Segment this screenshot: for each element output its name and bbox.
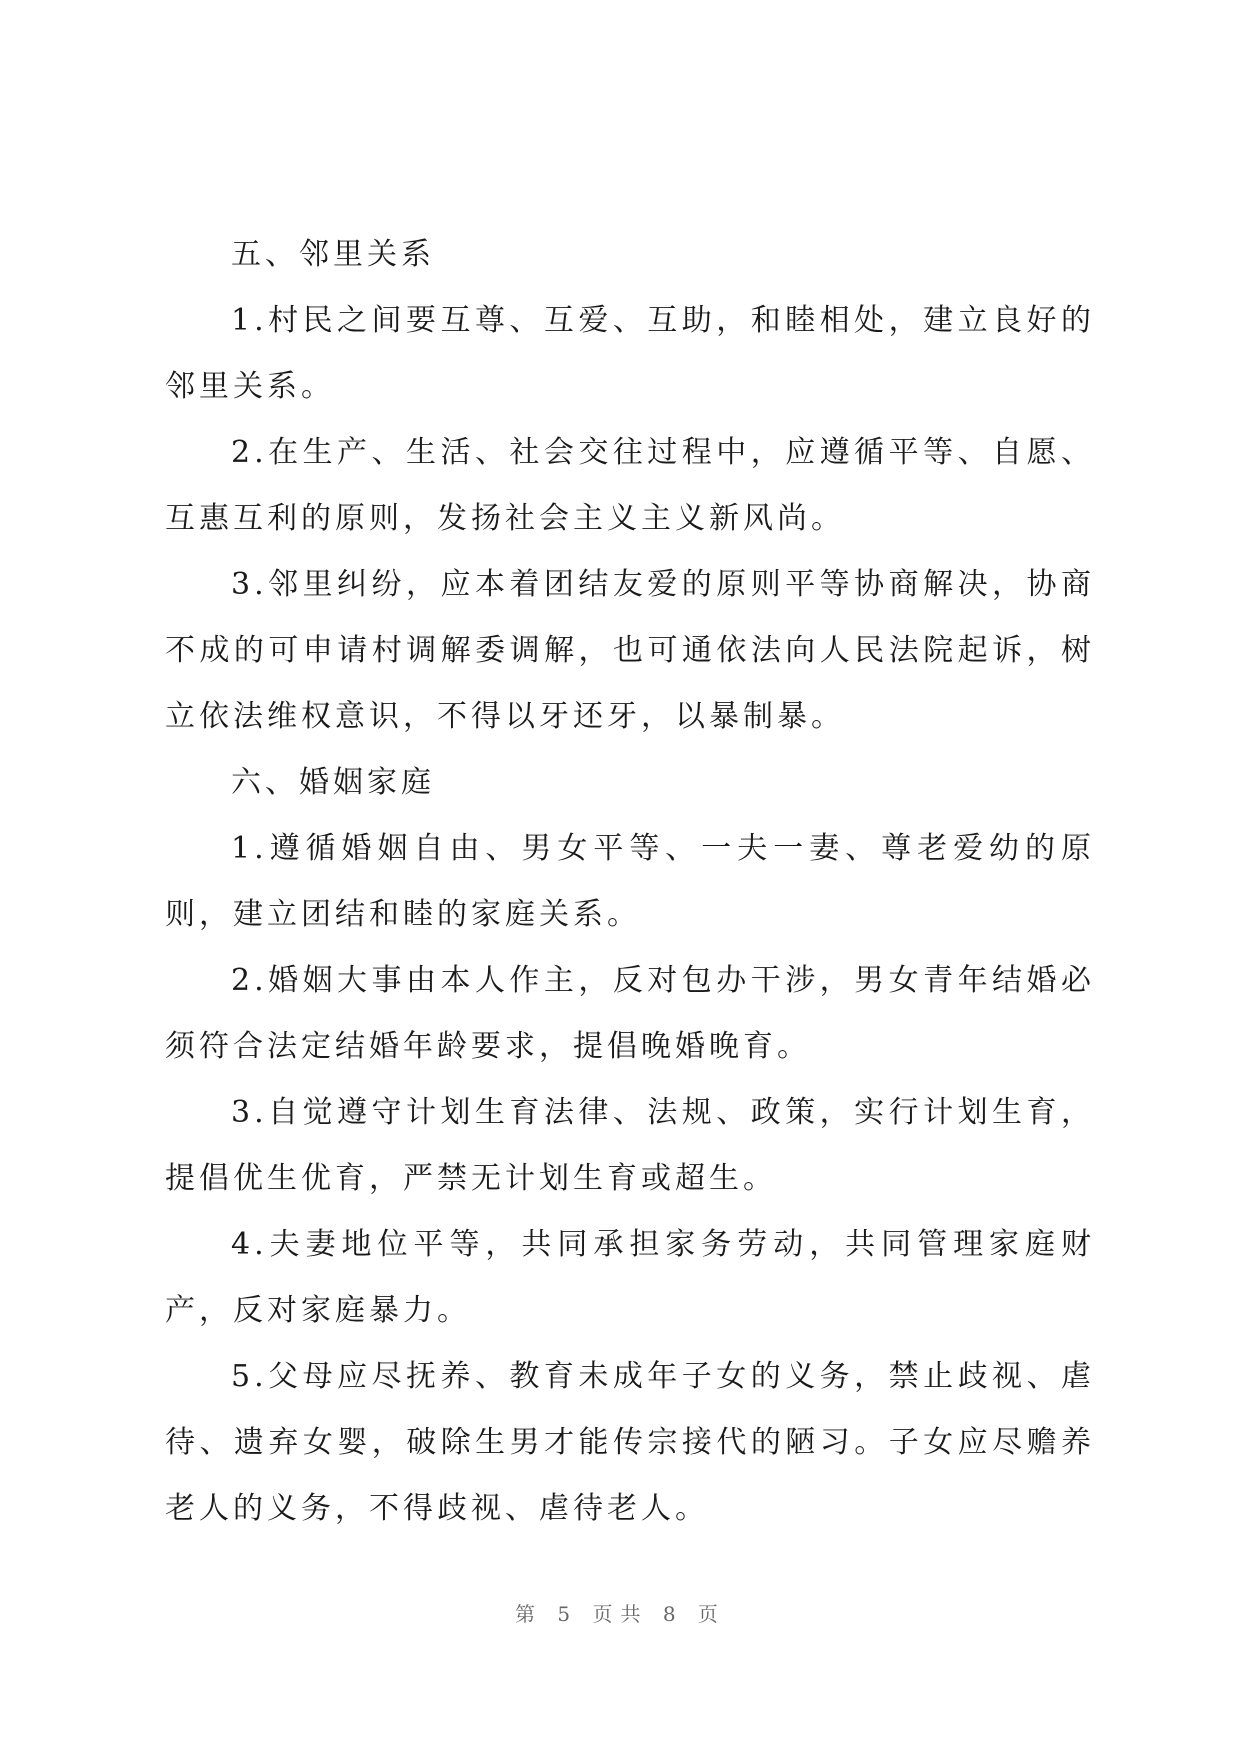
paragraph: 3.邻里纠纷，应本着团结友爱的原则平等协商解决，协商不成的可申请村调解委调解，也可通依法向人民法院起诉，树立依法维权意识，不得以牙还牙，以暴制暴。: [165, 567, 1095, 734]
paragraph: 4.夫妻地位平等，共同承担家务劳动，共同管理家庭财产，反对家庭暴力。: [165, 1227, 1095, 1328]
section-heading-marriage-family: 六、婚姻家庭: [231, 765, 435, 800]
paragraph: 2.婚姻大事由本人作主，反对包办干涉，男女青年结婚必须符合法定结婚年龄要求，提倡晚婚晚育。: [165, 963, 1095, 1064]
section-heading-neighbors: 五、邻里关系: [231, 237, 435, 272]
document-body: [165, 222, 1095, 1542]
paragraph: 3.自觉遵守计划生育法律、法规、政策，实行计划生育，提倡优生优育，严禁无计划生育或超生。: [165, 1095, 1095, 1196]
page-number-footer: 第 5 页共 8 页: [515, 1602, 726, 1626]
paragraph: 1.村民之间要互尊、互爱、互助，和睦相处，建立良好的邻里关系。: [165, 303, 1095, 404]
paragraph: 2.在生产、生活、社会交往过程中，应遵循平等、自愿、互惠互利的原则，发扬社会主义主义新风尚。: [165, 435, 1095, 536]
paragraph: 1.遵循婚姻自由、男女平等、一夫一妻、尊老爱幼的原则，建立团结和睦的家庭关系。: [165, 831, 1095, 932]
paragraph: 5.父母应尽抚养、教育未成年子女的义务，禁止歧视、虐待、遗弃女婴，破除生男才能传宗接代的陋习。子女应尽赡养老人的义务，不得歧视、虐待老人。: [165, 1359, 1095, 1526]
